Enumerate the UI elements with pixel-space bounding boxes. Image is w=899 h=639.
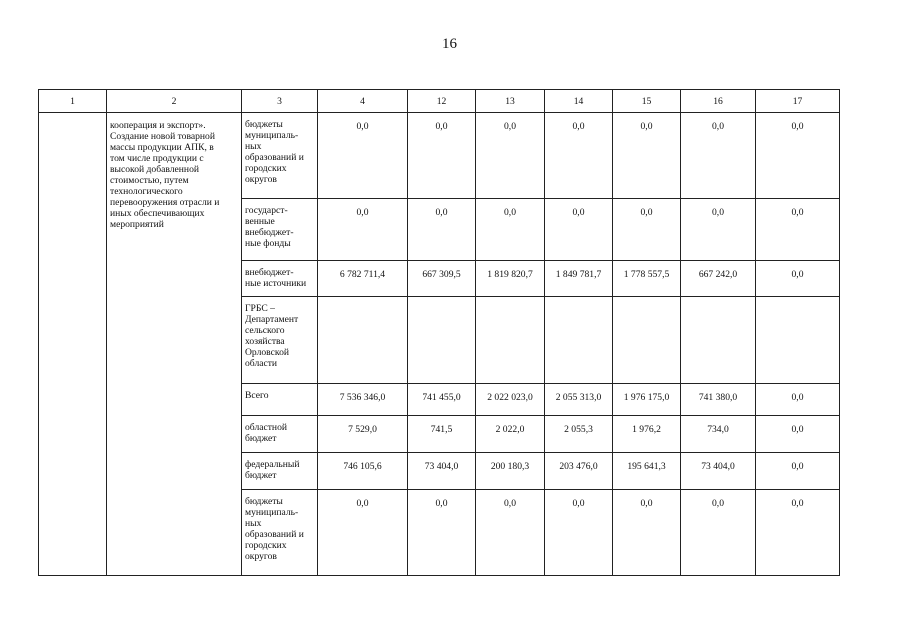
funding-source	[242, 384, 318, 416]
value-cell: 0,0	[408, 199, 476, 261]
value-cell: 0,0	[545, 113, 613, 199]
funding-source-line: муниципаль-	[245, 507, 299, 518]
value-cell: 0,0	[681, 199, 756, 261]
funding-source	[242, 113, 318, 199]
funding-source-line: образований и	[245, 529, 304, 540]
header-cell: 15	[613, 90, 681, 113]
funding-source-line: городских	[245, 540, 287, 551]
header-cell: 2	[107, 90, 242, 113]
description-line: кооперация и экспорт».	[110, 120, 206, 131]
value-cell: 746 105,6	[318, 453, 408, 490]
page-number: 16	[442, 36, 457, 52]
funding-source-line: Департамент	[245, 314, 299, 325]
funding-source-line: государст-	[245, 205, 288, 216]
value-cell: 741 455,0	[408, 384, 476, 416]
value-cell: 0,0	[756, 490, 840, 576]
value-cell: 2 055,3	[545, 416, 613, 453]
header-cell: 4	[318, 90, 408, 113]
value-cell: 1 819 820,7	[476, 261, 545, 297]
value-cell: 0,0	[756, 416, 840, 453]
value-cell: 0,0	[681, 490, 756, 576]
value-cell: 1 778 557,5	[613, 261, 681, 297]
description-line: высокой добавленной	[110, 164, 199, 175]
value-cell: 0,0	[318, 113, 408, 199]
value-cell: 0,0	[408, 113, 476, 199]
funding-source-line: Всего	[245, 390, 269, 401]
funding-source-line: ных	[245, 518, 262, 529]
value-cell: 667 242,0	[681, 261, 756, 297]
funding-source-line: бюджет	[245, 470, 277, 481]
value-cell: 1 976,2	[613, 416, 681, 453]
value-cell	[476, 297, 545, 384]
value-cell: 0,0	[613, 113, 681, 199]
value-cell: 2 022 023,0	[476, 384, 545, 416]
description-line: технологического	[110, 186, 183, 197]
funding-source-line: муниципаль-	[245, 130, 299, 141]
value-cell: 741,5	[408, 416, 476, 453]
funding-source-line: федеральный	[245, 459, 300, 470]
value-cell: 73 404,0	[408, 453, 476, 490]
measure-description	[107, 113, 242, 576]
header-cell: 12	[408, 90, 476, 113]
funding-source	[242, 261, 318, 297]
funding-source-line: бюджеты	[245, 119, 283, 130]
value-cell: 73 404,0	[681, 453, 756, 490]
value-cell: 0,0	[408, 490, 476, 576]
table-row	[39, 113, 840, 199]
value-cell: 0,0	[476, 113, 545, 199]
value-cell: 7 536 346,0	[318, 384, 408, 416]
value-cell: 741 380,0	[681, 384, 756, 416]
funding-source	[242, 416, 318, 453]
description-line: мероприятий	[110, 219, 164, 230]
value-cell: 0,0	[613, 199, 681, 261]
value-cell: 0,0	[756, 453, 840, 490]
funding-source	[242, 199, 318, 261]
value-cell: 1 976 175,0	[613, 384, 681, 416]
header-cell: 13	[476, 90, 545, 113]
value-cell: 0,0	[756, 261, 840, 297]
funding-source-line: хозяйства	[245, 336, 285, 347]
value-cell: 0,0	[613, 490, 681, 576]
funding-source	[242, 297, 318, 384]
header-cell: 16	[681, 90, 756, 113]
value-cell	[408, 297, 476, 384]
description-line: стоимостью, путем	[110, 175, 189, 186]
value-cell: 0,0	[545, 199, 613, 261]
funding-source-line: ных	[245, 141, 262, 152]
value-cell: 0,0	[681, 113, 756, 199]
funding-source-line: венные	[245, 216, 275, 227]
funding-source-line: ГРБС –	[245, 303, 275, 314]
funding-source-line: сельского	[245, 325, 285, 336]
value-cell: 2 022,0	[476, 416, 545, 453]
description-line: перевооружения отрасли и	[110, 197, 220, 208]
description-line: том числе продукции с	[110, 153, 204, 164]
funding-source	[242, 490, 318, 576]
value-cell	[318, 297, 408, 384]
value-cell	[545, 297, 613, 384]
value-cell: 667 309,5	[408, 261, 476, 297]
funding-source-line: внебюджет-	[245, 227, 294, 238]
value-cell	[756, 297, 840, 384]
value-cell: 200 180,3	[476, 453, 545, 490]
funding-source-line: ные фонды	[245, 238, 291, 249]
value-cell: 1 849 781,7	[545, 261, 613, 297]
header-cell: 14	[545, 90, 613, 113]
value-cell: 203 476,0	[545, 453, 613, 490]
funding-source-line: Орловской	[245, 347, 290, 358]
funding-source-line: области	[245, 358, 278, 369]
description-line: иных обеспечивающих	[110, 208, 205, 219]
description-line: массы продукции АПК, в	[110, 142, 214, 153]
funding-source-line: образований и	[245, 152, 304, 163]
value-cell: 0,0	[318, 199, 408, 261]
funding-source-line: округов	[245, 174, 277, 185]
value-cell: 0,0	[476, 199, 545, 261]
funding-source-line: бюджет	[245, 433, 277, 444]
description-line: Создание новой товарной	[110, 131, 215, 142]
value-cell: 0,0	[318, 490, 408, 576]
header-cell: 1	[39, 90, 107, 113]
funding-source-line: бюджеты	[245, 496, 283, 507]
value-cell: 2 055 313,0	[545, 384, 613, 416]
funding-source-line: городских	[245, 163, 287, 174]
value-cell	[613, 297, 681, 384]
funding-source-line: округов	[245, 551, 277, 562]
funding-source-line: областной	[245, 422, 288, 433]
value-cell: 0,0	[476, 490, 545, 576]
value-cell: 734,0	[681, 416, 756, 453]
value-cell: 7 529,0	[318, 416, 408, 453]
header-row	[39, 90, 840, 113]
value-cell	[681, 297, 756, 384]
funding-source	[242, 453, 318, 490]
value-cell: 0,0	[756, 199, 840, 261]
value-cell: 0,0	[756, 113, 840, 199]
column-1-cell	[39, 113, 107, 576]
funding-source-line: ные источники	[245, 278, 307, 289]
value-cell: 0,0	[545, 490, 613, 576]
value-cell: 6 782 711,4	[318, 261, 408, 297]
header-cell: 3	[242, 90, 318, 113]
budget-table	[38, 89, 840, 576]
value-cell: 195 641,3	[613, 453, 681, 490]
value-cell: 0,0	[756, 384, 840, 416]
funding-source-line: внебюджет-	[245, 267, 294, 278]
header-cell: 17	[756, 90, 840, 113]
